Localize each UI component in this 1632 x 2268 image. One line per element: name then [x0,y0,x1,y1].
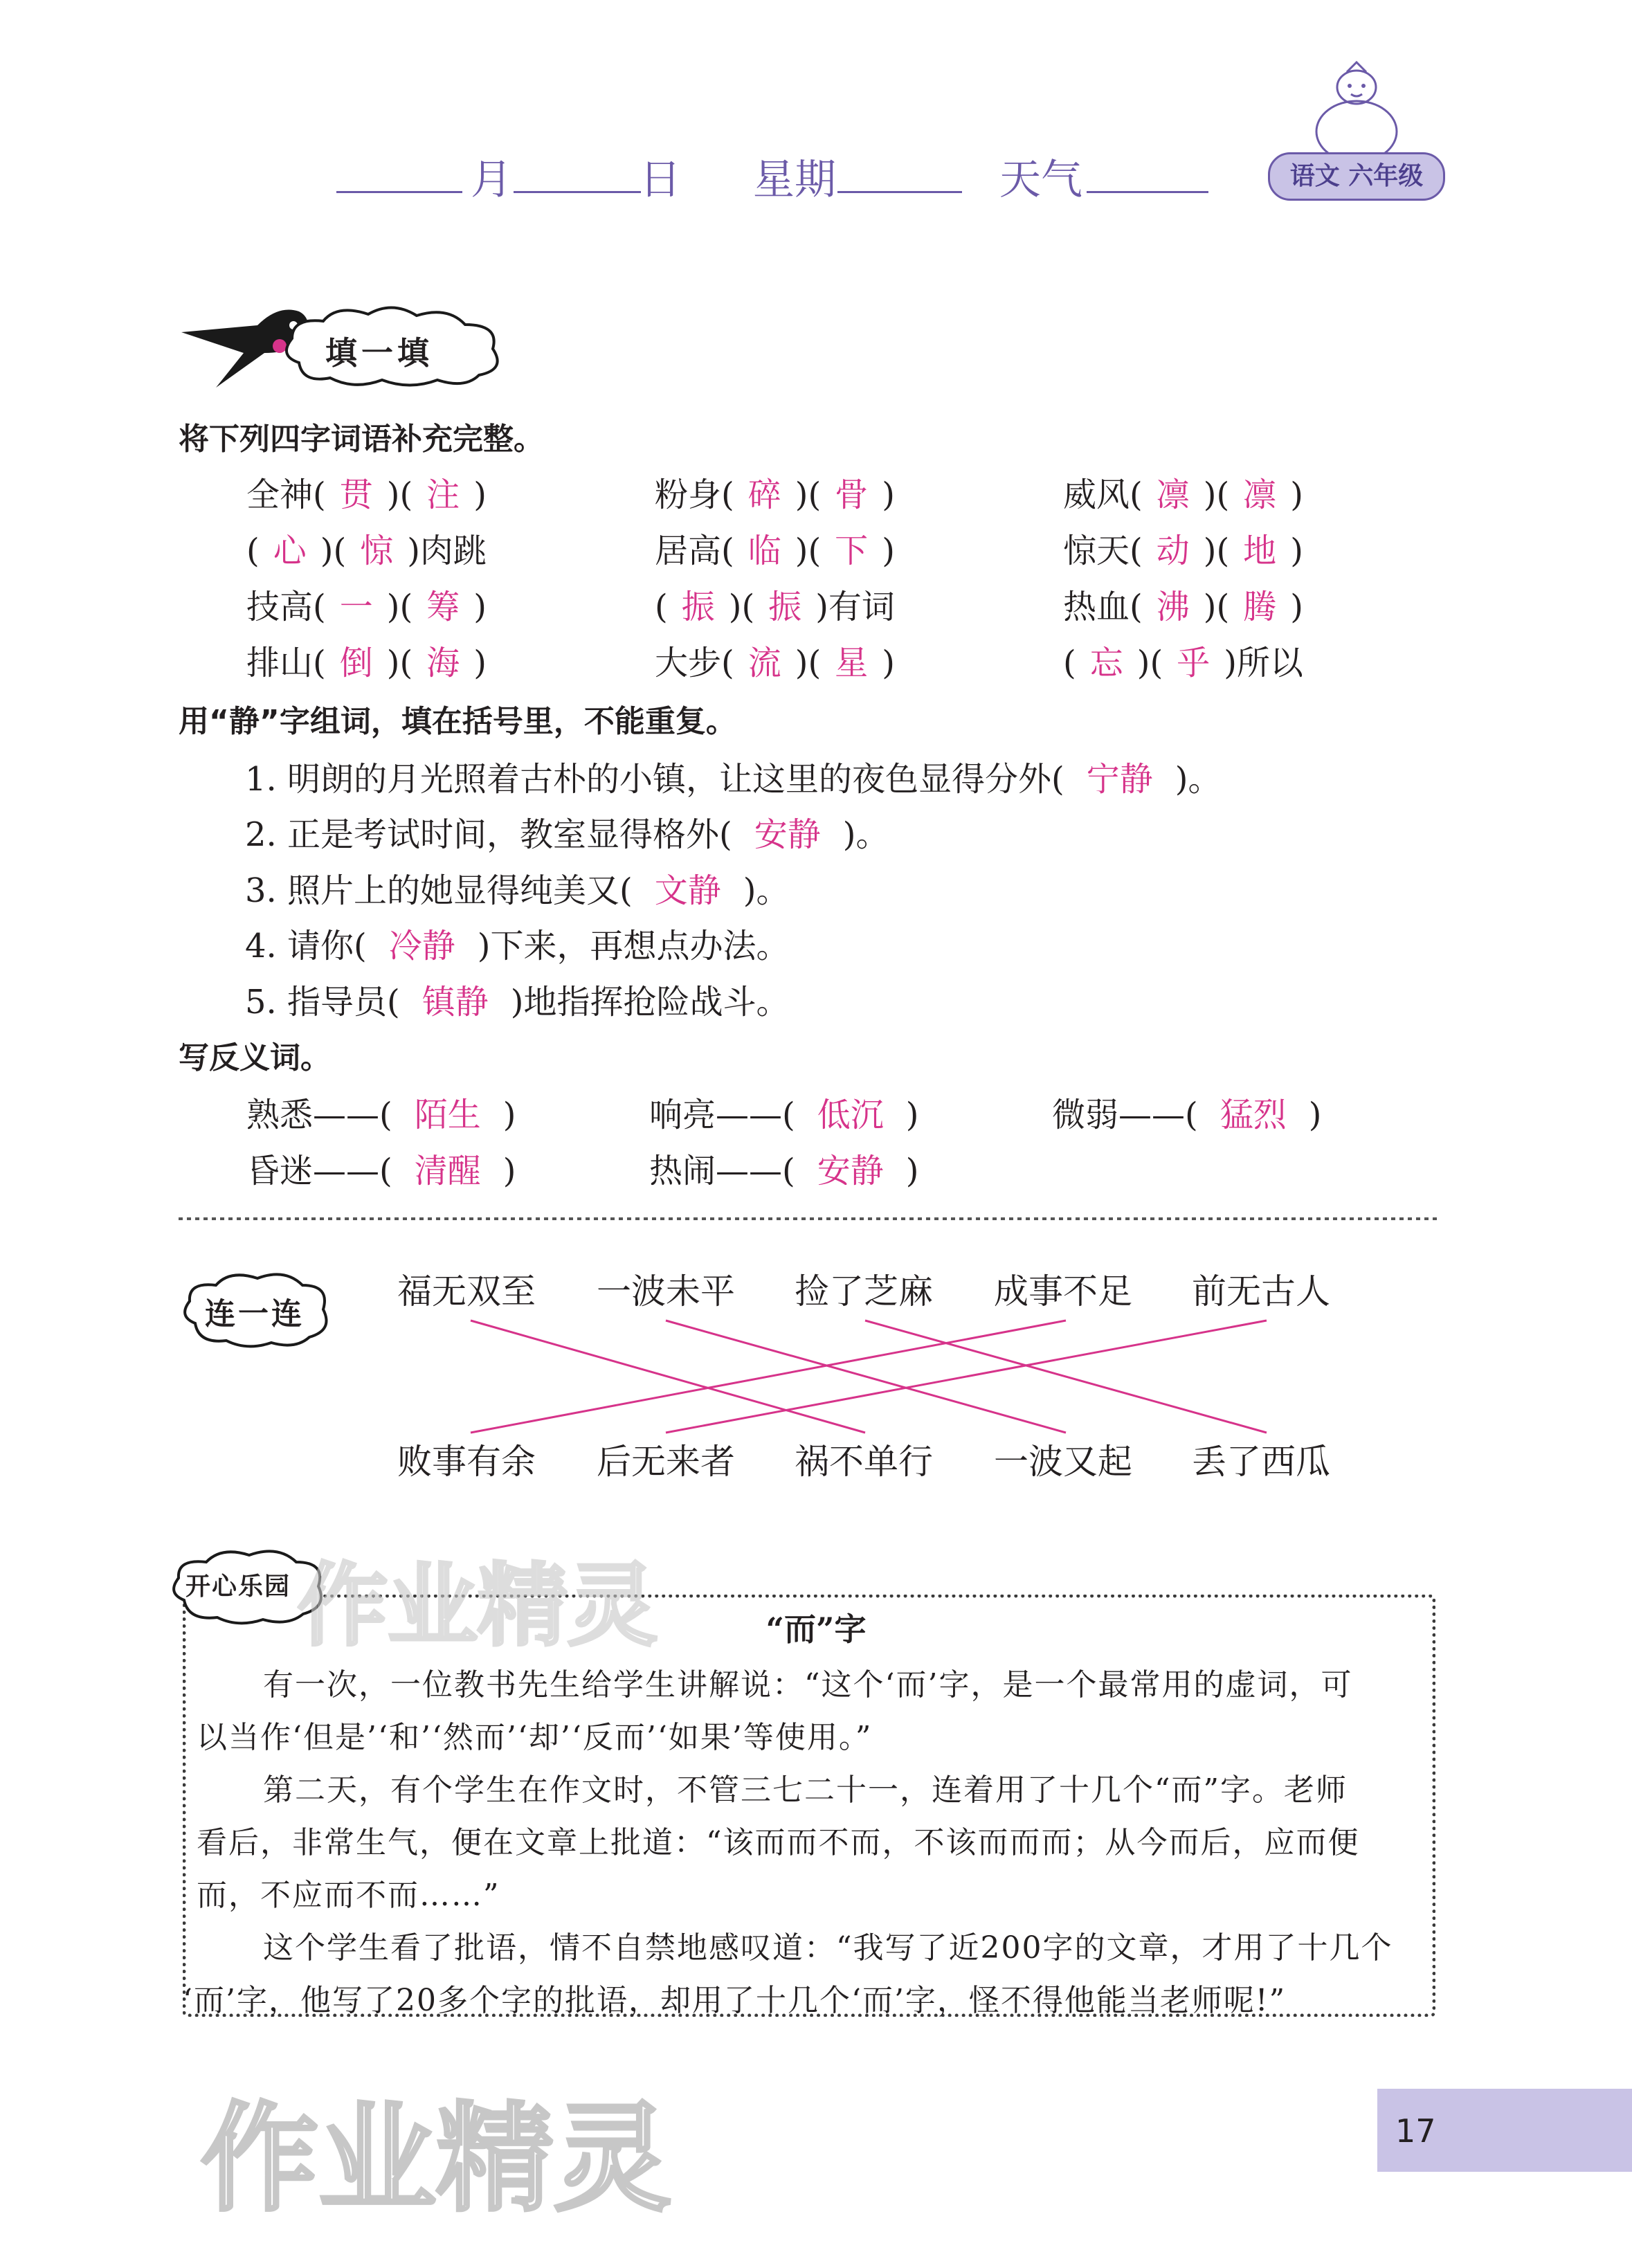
idiom-item: 全神( 贯 )( 注 ) [246,475,487,514]
watermark: 作业精灵 [201,2091,672,2228]
match-bottom-item[interactable]: 后无来者 [597,1442,735,1482]
watermark: 作业精灵 [298,1553,658,1658]
q2-instruction: 用“静”字组词，填在括号里，不能重复。 [179,704,736,739]
antonym-item: 微弱——( 猛烈 ) [1052,1096,1322,1134]
match-top-item[interactable]: 捡了芝麻 [795,1271,933,1312]
idiom-item: 大步( 流 )( 星 ) [655,644,895,682]
idiom-item: 技高( 一 )( 筹 ) [246,588,487,626]
match-line [666,1321,1066,1433]
match-bottom-item[interactable]: 祸不单行 [795,1442,933,1482]
jing-item: 2. 正是考试时间，教室显得格外( 安静 )。 [245,815,889,854]
antonym-item: 熟悉——( 陌生 ) [246,1096,516,1134]
idiom-item: 惊天( 动 )( 地 ) [1063,532,1303,570]
antonym-item: 热闹——( 安静 ) [649,1152,919,1190]
idiom-item: ( 心 )( 惊 )肉跳 [246,532,487,570]
antonym-item: 响亮——( 低沉 ) [649,1096,919,1134]
match-top-item[interactable]: 前无古人 [1192,1271,1330,1312]
story-badge-label: 开心乐园 [185,1572,291,1601]
page-number: 17 [1395,2112,1436,2150]
idiom-item: 威风( 凛 )( 凛 ) [1063,475,1303,514]
story-line: 以当作‘但是’‘和’‘然而’‘却’‘反而’‘如果’等使用。” [197,1720,873,1755]
idiom-item: ( 振 )( 振 )有词 [655,588,895,626]
match-bottom-item[interactable]: 一波又起 [994,1442,1132,1482]
match-top-item[interactable]: 福无双至 [397,1271,536,1312]
weekday-label: 星期 [753,156,836,204]
idiom-item: 居高( 临 )( 下 ) [655,532,895,570]
match-line [865,1321,1267,1433]
match-badge-label: 连一连 [205,1296,305,1332]
jing-item: 3. 照片上的她显得纯美又( 文静 )。 [245,871,790,910]
grade-badge: 语文 六年级 [1268,152,1445,201]
day-label: 日 [640,156,681,204]
match-line [666,1321,1267,1433]
weather-label: 天气 [999,156,1082,204]
story-line: 第二天，有个学生在作文时，不管三七二十一，连着用了十几个“而”字。老师 [263,1772,1348,1808]
story-line: 有一次，一位教书先生给学生讲解说：“这个‘而’字，是一个最常用的虚词，可 [263,1667,1353,1703]
idiom-item: 排山( 倒 )( 海 ) [246,644,487,682]
story-line: 看后，非常生气，便在文章上批道：“该而而不而，不该而而而；从今而后，应而便 [197,1825,1360,1860]
story-line: 而，不应而不而……” [197,1878,500,1913]
match-line [471,1321,865,1433]
idiom-item: 热血( 沸 )( 腾 ) [1063,588,1303,626]
month-label: 月 [471,156,512,204]
idiom-item: ( 忘 )( 乎 )所以 [1063,644,1303,682]
match-line [471,1321,1066,1433]
q1-instruction: 将下列四字词语补充完整。 [179,421,544,457]
match-bottom-item[interactable]: 丢了西瓜 [1192,1442,1330,1482]
story-line: ‘而’字，他写了20多个字的批语，却用了十几个‘而’字，怪不得他能当老师呢!” [183,1983,1287,2018]
match-top-item[interactable]: 一波未平 [597,1271,735,1312]
idiom-item: 粉身( 碎 )( 骨 ) [655,475,895,514]
fill-badge-label: 填一填 [325,334,433,372]
story-title: “而”字 [765,1611,867,1648]
jing-item: 4. 请你( 冷静 )下来，再想点办法。 [245,927,790,965]
jing-item: 1. 明朗的月光照着古朴的小镇，让这里的夜色显得分外( 宁静 )。 [245,760,1222,799]
jing-item: 5. 指导员( 镇静 )地指挥抢险战斗。 [245,983,790,1022]
story-line: 这个学生看了批语，情不自禁地感叹道：“我写了近200字的文章，才用了十几个 [263,1930,1393,1966]
antonym-item: 昏迷——( 清醒 ) [246,1152,516,1190]
q3-instruction: 写反义词。 [179,1040,331,1076]
match-bottom-item[interactable]: 败事有余 [397,1442,536,1482]
match-top-item[interactable]: 成事不足 [994,1271,1132,1312]
